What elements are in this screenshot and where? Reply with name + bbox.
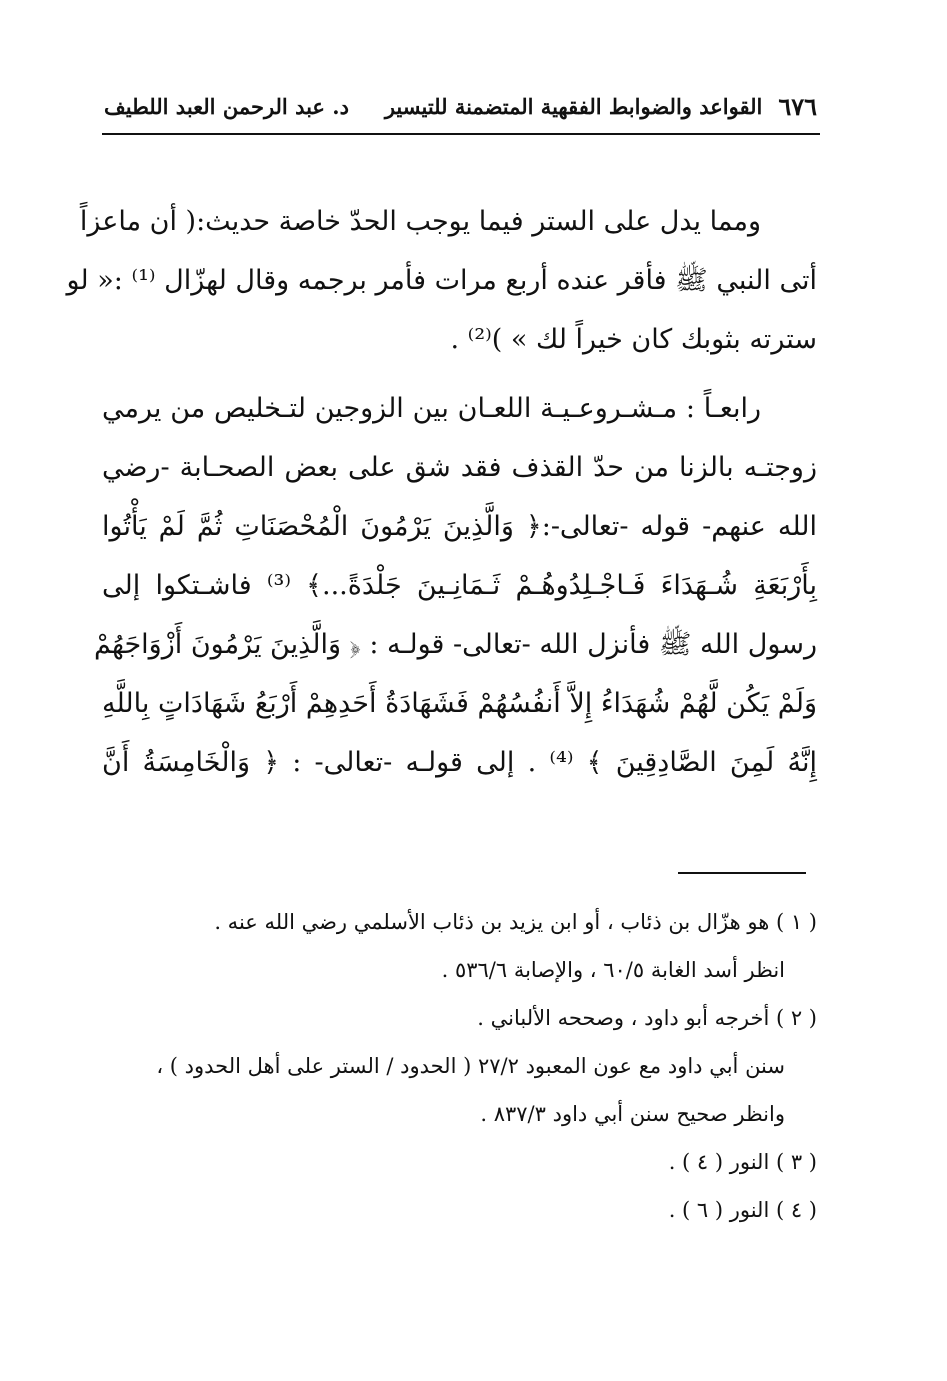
main-text — [66, 192, 818, 792]
text-line: سترته بثوبك كان خيراً لك » )⁽²⁾ . — [450, 324, 817, 355]
header-divider — [102, 133, 820, 135]
page-number: ٦٧٦ — [778, 91, 817, 121]
book-title: القواعد والضوابط الفقهية المتضمنة للتيسير — [384, 93, 763, 119]
running-header — [104, 88, 817, 124]
footnote-line: ( ٤ ) النور ( ٦ ) . — [668, 1198, 817, 1222]
footnote-line: ( ٢ ) أخرجه أبو داود ، وصححه الألباني . — [477, 1006, 817, 1030]
text-line: إِنَّهُ لَمِنَ الصَّادِقِينَ ﴾ ⁽⁴⁾ . إلى قولـه -تعالى- : ﴿ وَالْخَامِسَةُ أَنَّ — [102, 747, 817, 778]
footnote-line: ( ٣ ) النور ( ٤ ) . — [668, 1150, 817, 1174]
text-line: أتى النبي ﷺ فأقر عنده أربع مرات فأمر برجمه وقال لهزّال ⁽¹⁾ :« لو — [66, 265, 817, 296]
text-line: بِأَرْبَعَةِ شُـهَدَاءَ فَـاجْـلِدُوهُـمْ ثَـمَانِـينَ جَلْدَةً...﴾ ⁽³⁾ فاشـتكوا إلى — [102, 570, 818, 601]
footnote-line: وانظر صحيح سنن أبي داود ٨٣٧/٣ . — [480, 1102, 785, 1126]
text-line: ومما يدل على الستر فيما يوجب الحدّ خاصة حديث:( أن ماعزاً — [79, 206, 761, 237]
text-line: رسول الله ﷺ فأنزل الله -تعالى- قولـه : ﴿ وَالَّذِينَ يَرْمُونَ أَزْوَاجَهُمْ — [94, 629, 817, 660]
text-line: الله عنهم- قوله -تعالى-:﴿ وَالَّذِينَ يَرْمُونَ الْمُحْصَنَاتِ ثُمَّ لَمْ يَأْتُوا — [102, 511, 817, 542]
author-name: د. عبد الرحمن العبد اللطيف — [104, 93, 349, 119]
text-line: رابعـاً : مـشـروعـيـة اللعـان بين الزوجين لتـخليص من يرمي — [102, 393, 761, 424]
footnotes — [100, 898, 817, 1234]
footnote-line: انظر أسد الغابة ٦٠/٥ ، والإصابة ٥٣٦/٦ . — [441, 958, 785, 982]
footnote-line: ( ١ ) هو هزّال بن ذئاب ، أو ابن يزيد بن ذئاب الأسلمي رضي الله عنه . — [214, 910, 817, 934]
text-line: زوجتـه بالزنا من حدّ القذف فقد شق على بعض الصحـابة -رضي — [102, 452, 817, 483]
text-line: وَلَمْ يَكُن لَّهُمْ شُهَدَاءُ إِلاَّ أَنفُسُهُمْ فَشَهَادَةُ أَحَدِهِمْ أَرْبَعُ شَهَادَاتٍ بِاللَّهِ — [102, 688, 817, 719]
footnote-line: سنن أبي داود مع عون المعبود ٢٧/٢ ( الحدود / الستر على أهل الحدود ) ، — [156, 1054, 785, 1078]
footnote-divider — [678, 872, 806, 874]
